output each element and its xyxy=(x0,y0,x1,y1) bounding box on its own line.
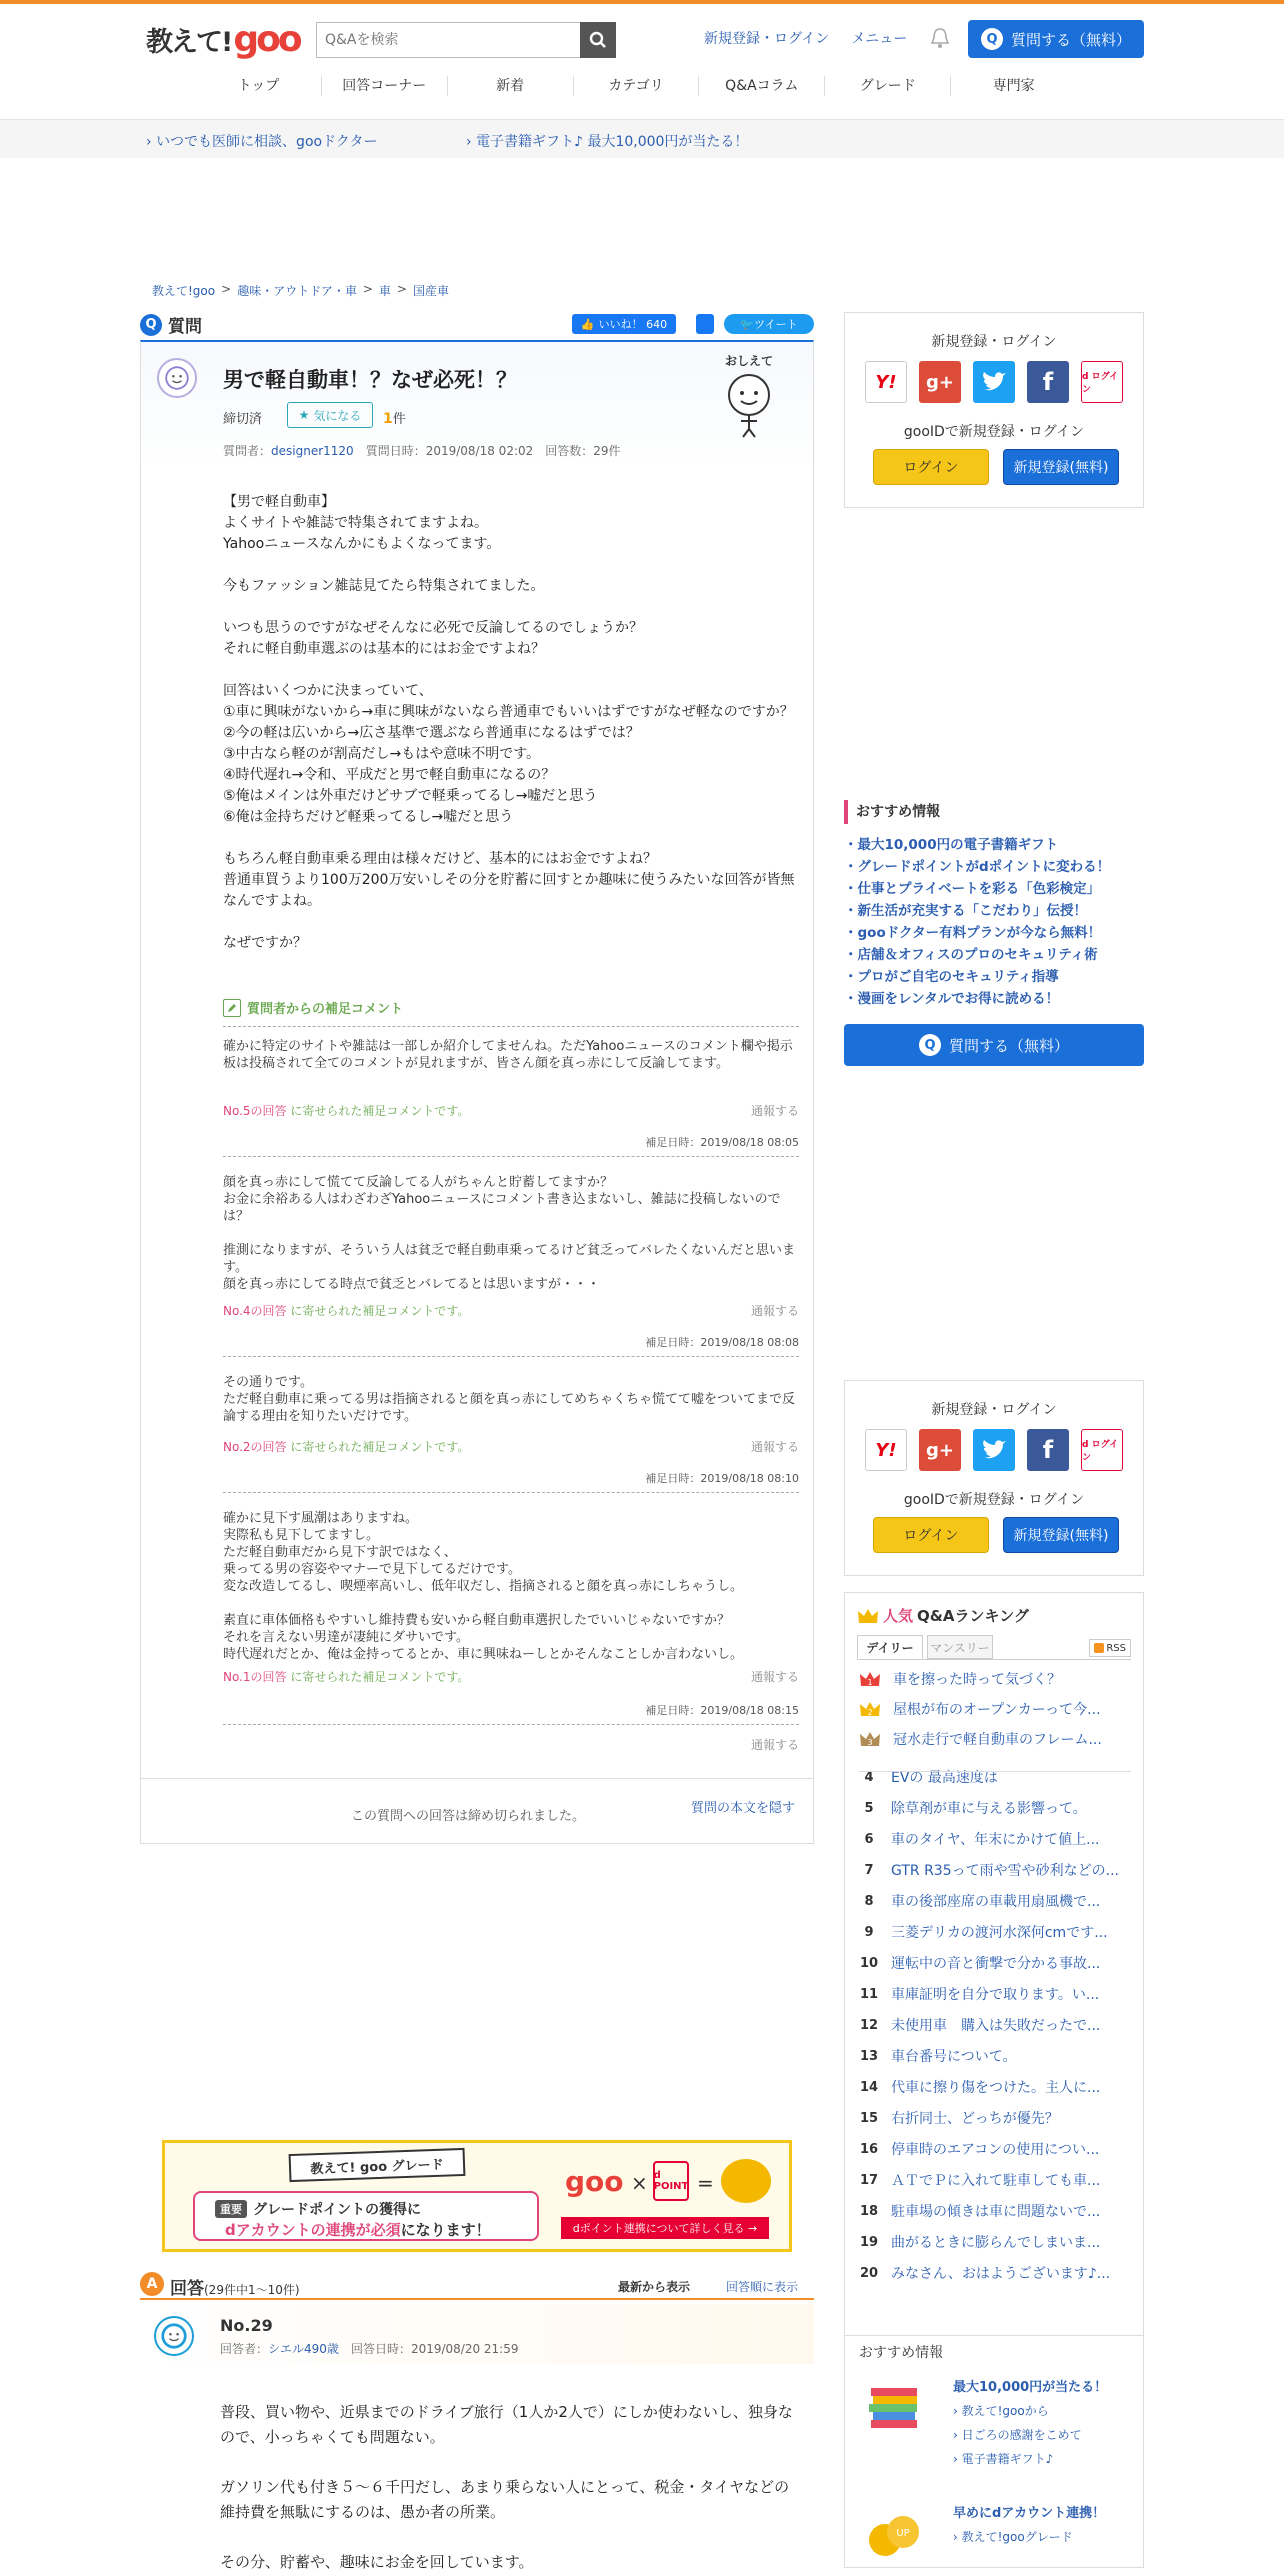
ask-question-button[interactable] xyxy=(968,20,1144,58)
goo-logo: goo xyxy=(565,2165,624,2198)
ranking-number: 4 xyxy=(864,1769,874,1785)
nav-item-qa-column[interactable]: Q&Aコラム xyxy=(698,76,824,96)
answer-meta: 回答者：シエル490歳 回答日時：2019/08/20 21:59 xyxy=(220,2342,519,2356)
ranking-item[interactable] xyxy=(859,2108,1059,2128)
ranking-item[interactable] xyxy=(859,1767,998,1787)
question-icon: Q xyxy=(981,28,1003,50)
supplement-date: 補足日時：2019/08/18 08:10 xyxy=(645,1472,799,1485)
answerer-avatar[interactable] xyxy=(154,2316,194,2356)
ranking-number: 3 xyxy=(867,1738,873,1747)
report-link[interactable]: 通報する xyxy=(750,1304,799,1318)
supplement-text: 確かに見下す風潮はありますね。 実際私も見下してますし。 ただ軽自動車だから見下す訳ではなく、 乗ってる男の容姿やマナーで見下してるだけです。 変な改造してるし、喫煙率高いし、低年収だし、指摘されると顔を真っ赤にしちゃうし。 素直に車体価格もやすいし維持費も安いから軽自動車選択したでいいじゃないですか？ それを言えない男達が凄純にダサいです。 時代遅れだとか、俺は金持ってるとか、車に興味ねーしとかそんなことしか言わないし。 xyxy=(223,1511,744,1662)
ranking-item[interactable] xyxy=(859,2201,1100,2221)
supplement-date: 補足日時：2019/08/18 08:15 xyxy=(645,1704,799,1717)
answer-ref-link[interactable]: No.5の回答 xyxy=(223,1104,287,1118)
ranking-number: 13 xyxy=(859,2048,879,2064)
ranking-number: 17 xyxy=(859,2172,879,2188)
divider xyxy=(223,1026,799,1027)
twitter-login-icon[interactable] xyxy=(973,1429,1015,1471)
login-link[interactable]: 新規登録・ログイン xyxy=(704,31,830,47)
divider xyxy=(857,1659,1131,1660)
ranking-item[interactable] xyxy=(859,1953,1100,1973)
report-link[interactable]: 通報する xyxy=(750,1104,799,1118)
divider xyxy=(223,1492,799,1493)
ranking-item[interactable] xyxy=(859,2046,1016,2066)
bell-icon[interactable] xyxy=(930,26,950,50)
nav-item-answer-corner[interactable]: 回答コーナー xyxy=(321,76,447,96)
recommend2-sub[interactable]: › 教えて!gooグレード xyxy=(953,2530,1073,2544)
yahoo-login-icon[interactable]: Y! xyxy=(865,361,907,403)
login-button[interactable]: ログイン xyxy=(873,1517,989,1553)
divider xyxy=(223,1724,799,1725)
recommend2-sub[interactable]: › 電子書籍ギフト♪ xyxy=(953,2452,1054,2466)
crown-icon xyxy=(857,1607,879,1625)
nav-item-new[interactable]: 新着 xyxy=(447,76,573,96)
login-box-title: 新規登録・ログイン xyxy=(931,1402,1057,1418)
register-button[interactable]: 新規登録(無料) xyxy=(1003,1517,1119,1553)
recommend-list xyxy=(844,800,1144,1010)
divider xyxy=(223,1156,799,1157)
recommend-item[interactable]: ・最大10,000円の電子書籍ギフト xyxy=(844,837,1059,853)
site-header xyxy=(0,4,1284,120)
svg-text:UP: UP xyxy=(896,2528,910,2539)
ranking-item-title[interactable]: ＡＴでＰに入れて駐車しても車... xyxy=(891,2173,1101,2189)
answer-number: No.29 xyxy=(220,2316,273,2335)
search-button[interactable] xyxy=(580,22,616,58)
search-input[interactable] xyxy=(317,23,579,57)
docomo-login-icon[interactable]: d ログイン xyxy=(1081,361,1123,403)
ranking-item-title[interactable]: 車の後部座席の車載用扇風機で... xyxy=(891,1894,1101,1910)
ranking-item[interactable] xyxy=(859,2170,1100,2190)
ranking-item[interactable] xyxy=(859,2232,1100,2252)
logo-text: 教えて! xyxy=(146,26,232,58)
questioner-avatar[interactable] xyxy=(157,358,197,398)
ranking-item[interactable] xyxy=(859,2263,1110,2283)
rss-link[interactable]: RSS xyxy=(1089,1639,1131,1657)
search-box xyxy=(316,22,616,58)
ranking-number: 19 xyxy=(859,2234,879,2250)
google-login-icon[interactable]: g+ xyxy=(919,361,961,403)
ranking-item-title[interactable]: 代車に擦り傷をつけた。主人に... xyxy=(891,2080,1101,2096)
yahoo-login-icon[interactable]: Y! xyxy=(865,1429,907,1471)
ranking-number: 15 xyxy=(859,2110,879,2126)
ranking-number: 5 xyxy=(864,1800,874,1816)
supplement-text: 顔を真っ赤にして慌てて反論してる人がちゃんと貯蓄してますか？ お金に余裕ある人はわざわざYahooニュースにコメント書き込まないし、雑誌に投稿しないのでは？ 推測になりますが、そういう人は貧乏で軽自動車乗ってるけど貧乏ってバレたくないんだと思います。 顔を真っ赤にしてる時点で貧乏とバレてるとは思いますが・・・ xyxy=(223,1175,796,1292)
recommend-item[interactable]: ・プロがご自宅のセキュリティ指導 xyxy=(844,969,1059,985)
banner-message: 重要 グレードポイントの獲得に dアカウントの連携が必須になります！ xyxy=(193,2191,539,2241)
ranking-number: 1 xyxy=(867,1678,873,1687)
books-thumbnail[interactable] xyxy=(859,2372,929,2442)
ranking-number: 9 xyxy=(864,1924,874,1940)
question-status: 締切済 xyxy=(223,412,263,427)
facebook-login-icon[interactable]: f xyxy=(1027,1429,1069,1471)
recommend2-sub[interactable]: › 教えて!gooから xyxy=(953,2404,1049,2418)
ranking-item-title[interactable]: 右折同士、どっちが優先？ xyxy=(891,2111,1059,2127)
tweet-button[interactable] xyxy=(724,314,814,334)
question-body: 【男で軽自動車】 よくサイトや雑誌で特集されてますよね。 Yahooニュースなんかにもよくなってます。 今もファッション雑誌見てたら特集されてました。 いつも思うのですがなぜそんなに必死で反論してるのでしょうか？ それに軽自動車選ぶのは基本的にはお金ですよね？ 回答はいくつかに決まっていて、 ①車に興味がないから→車に興味がないなら普通車でもいいはずですがなぜ軽なのですか？ ②今の軽は広いから→広さ基準で選ぶなら普通車になるはずでは？ ③中古なら軽のが割高だし→もはや意味不明です。 ④時代遅れ→令和、平成だと男で軽自動車になるの？ ⑤俺はメインは外車だけどサブで軽乗ってるし→嘘だと思う ⑥俺は金持ちだけど軽乗ってるし→嘘だと思う もちろん軽自動車乗る理由は様々だけど、基本的にはお金ですよね？ 普通車買うより100万200万安いしその分を貯蓄に回すとか趣味に使うみたいな回答が皆無なんですよね。 なぜですか？ xyxy=(223,494,795,951)
questioner-link[interactable]: designer1120 xyxy=(271,444,354,458)
answer-ref-link[interactable]: No.4の回答 xyxy=(223,1304,287,1318)
report-link[interactable]: 通報する xyxy=(750,1440,799,1454)
recommend-item[interactable]: ・漫画をレンタルでお得に読める！ xyxy=(844,991,1060,1007)
answer-body: 普段、買い物や、近県までのドライブ旅行（1人か2人で）にしか使わないし、独身なので、小っちゃくても問題ない。 ガソリン代も付き５～６千円だし、あまり乗らない人にとって、税金・タイヤなどの維持費を無駄にするのは、愚か者の所業。 その分、貯蓄や、趣味にお金を回しています。 xyxy=(220,2403,793,2571)
answer-card xyxy=(140,2304,814,2571)
question-section-header xyxy=(140,312,202,337)
closed-notice xyxy=(141,1778,813,1844)
ranking-number: 11 xyxy=(859,1986,879,2002)
crown-icon xyxy=(859,1730,881,1748)
report-link[interactable]: 通報する xyxy=(750,1738,799,1752)
nav-item-grade[interactable]: グレード xyxy=(824,76,950,96)
google-login-icon[interactable]: g+ xyxy=(919,1429,961,1471)
star-icon: ★ xyxy=(298,408,310,422)
divider xyxy=(223,1356,799,1357)
ranking-item-title[interactable]: 除草剤が車に与える影響って。 xyxy=(891,1801,1087,1817)
ranking-item-title[interactable]: 車台番号について。 xyxy=(891,2049,1017,2065)
sort-newest[interactable]: 最新から表示 xyxy=(618,2280,691,2294)
promo-bar xyxy=(0,120,1284,158)
ranking-item[interactable] xyxy=(859,2015,1100,2035)
ranking-item[interactable] xyxy=(859,1729,1102,1749)
breadcrumb-item[interactable]: 車 xyxy=(378,284,391,298)
twitter-icon: 🐦 xyxy=(740,317,755,331)
ranking-number: 6 xyxy=(864,1831,874,1847)
ranking-number: 10 xyxy=(859,1955,879,1971)
supplement-reference: No.4の回答 に寄せられた補足コメントです。 xyxy=(223,1304,470,1318)
times-sign: × xyxy=(631,2171,648,2195)
question-badge-icon: Q xyxy=(140,314,162,336)
sort-by-order[interactable]: 回答順に表示 xyxy=(726,2280,799,2294)
kininaru-label: 気になる xyxy=(313,408,362,423)
thumbs-up-icon: 👍 xyxy=(580,317,595,331)
closed-text: この質問への回答は締め切られました。 xyxy=(351,1809,586,1824)
facebook-share-icon[interactable] xyxy=(696,314,714,334)
ranking-item[interactable] xyxy=(859,1860,1119,1880)
ranking-item[interactable] xyxy=(859,2139,1099,2159)
question-meta: 質問者：designer1120 質問日時：2019/08/18 02:02 回答数：29件 xyxy=(223,444,621,458)
register-button[interactable]: 新規登録(無料) xyxy=(1003,449,1119,485)
answer-badge-icon: A xyxy=(140,2272,164,2296)
supplement-reference: No.2の回答 に寄せられた補足コメントです。 xyxy=(223,1440,470,1454)
login-box xyxy=(844,1380,1144,1576)
recommend-item[interactable]: ・gooドクター有料プランが今なら無料！ xyxy=(844,925,1102,941)
pencil-icon xyxy=(223,999,241,1017)
supplement-reference: No.1の回答 に寄せられた補足コメントです。 xyxy=(223,1670,470,1684)
kininaru-count: 1件 xyxy=(383,411,406,427)
supplement-date: 補足日時：2019/08/18 08:05 xyxy=(645,1136,799,1149)
ranking-number: 20 xyxy=(859,2265,879,2281)
ranking-number: 12 xyxy=(859,2017,879,2033)
ranking-item-title[interactable]: 車のタイヤ、年末にかけて値上... xyxy=(891,1832,1100,1848)
ranking-item-title[interactable]: 駐車場の傾きは車に問題ないで... xyxy=(891,2204,1101,2220)
supplement-text: 確かに特定のサイトや雑誌は一部しか紹介してませんね。ただYahooニュースのコメント欄や掲示板は投稿されて全てのコメントが見れますが、皆さん顔を真っ赤にして反論してます。 xyxy=(223,1039,793,1071)
recommend2-heading: おすすめ情報 xyxy=(859,2345,944,2361)
answer-ref-link[interactable]: No.1の回答 xyxy=(223,1670,287,1684)
coins-thumbnail[interactable] xyxy=(859,2496,929,2566)
question-icon: Q xyxy=(919,1034,941,1056)
ask-button-label: 質問する（無料） xyxy=(948,1036,1069,1055)
recommend-item[interactable]: ・店舗＆オフィスのプロのセキュリティ術 xyxy=(844,947,1098,963)
ranking-item-title[interactable]: GTR R35って雨や雪や砂利などの... xyxy=(891,1863,1119,1879)
ranking-item[interactable] xyxy=(859,1699,1101,1719)
login-box xyxy=(844,312,1144,508)
ranking-item[interactable] xyxy=(859,1829,1100,1849)
recommend-item[interactable]: ・新生活が充実する「こだわり」伝授！ xyxy=(844,903,1087,919)
ask-question-button-side[interactable] xyxy=(844,1024,1144,1066)
global-nav xyxy=(196,76,1076,96)
ranking-item-title[interactable]: 車庫証明を自分で取ります。い... xyxy=(891,1987,1100,2003)
ranking-title: 人気 Q&Aランキング xyxy=(857,1605,1029,1626)
ranking-item[interactable] xyxy=(859,2077,1100,2097)
answers-header xyxy=(140,2272,814,2300)
ranking-item-title[interactable]: 曲がるときに膨らんでしまいま... xyxy=(891,2235,1101,2251)
ranking-item-title[interactable]: 車を擦った時って気づく？ xyxy=(893,1672,1061,1688)
twitter-login-icon[interactable] xyxy=(973,361,1015,403)
recommend-item[interactable]: ・仕事とプライベートを彩る「色彩検定」 xyxy=(844,881,1101,897)
like-count: いいね！ 640 xyxy=(598,318,668,331)
recommend2-title[interactable]: 最大10,000円が当たる！ xyxy=(953,2380,1108,2395)
ranking-number: 8 xyxy=(864,1893,874,1909)
supplement-text: その通りです。 ただ軽自動車に乗ってる男は指摘されると顔を真っ赤にしてめちゃくちゃ慌てて嘘をついてまで反論する理由を知りたいだけです。 xyxy=(223,1375,796,1424)
recommend-info-box xyxy=(844,2336,1144,2568)
ask-button-label: 質問する（無料） xyxy=(1010,30,1131,49)
answers-label: 回答 xyxy=(170,2279,204,2299)
ranking-number: 14 xyxy=(859,2079,879,2095)
promo-link-doctor[interactable]: › いつでも医師に相談、gooドクター xyxy=(146,134,378,150)
dpoint-logo: d POINT xyxy=(653,2161,689,2201)
supplement-reference: No.5の回答 に寄せられた補足コメントです。 xyxy=(223,1104,470,1118)
ranking-number: 16 xyxy=(859,2141,879,2157)
hide-question-link[interactable]: 質問の本文を隠す xyxy=(690,1801,795,1816)
rss-icon xyxy=(1094,1643,1104,1653)
supplement-heading: 質問者からの補足コメント xyxy=(223,998,403,1017)
dpoint-detail-button[interactable]: dポイント連携について詳しく見る → xyxy=(561,2217,769,2239)
ranking-item[interactable] xyxy=(859,1798,1087,1818)
promo-link-ebook[interactable]: › 電子書籍ギフト♪ 最大10,000円が当たる！ xyxy=(466,134,749,150)
site-logo[interactable] xyxy=(146,16,300,62)
recommend-heading: おすすめ情報 xyxy=(844,800,1144,824)
ranking-item-title[interactable]: 未使用車 購入は失敗だったで... xyxy=(891,2018,1101,2034)
menu-link[interactable]: メニュー xyxy=(851,31,908,47)
breadcrumb-item[interactable]: 国産車 xyxy=(412,284,449,298)
nav-item-experts[interactable]: 専門家 xyxy=(950,76,1076,96)
crown-icon xyxy=(859,1700,881,1718)
ranking-item-title[interactable]: 運転中の音と衝撃で分かる事故... xyxy=(891,1956,1101,1972)
ranking-number: 2 xyxy=(867,1708,873,1717)
divider xyxy=(859,1771,1131,1772)
ranking-number: 7 xyxy=(864,1862,874,1878)
answerer-link[interactable]: シエル490歳 xyxy=(268,2342,339,2356)
ranking-item[interactable] xyxy=(859,1891,1100,1911)
ranking-item-title[interactable]: 屋根が布のオープンカーって今... xyxy=(893,1702,1101,1718)
ranking-item[interactable] xyxy=(859,1669,1061,1689)
login-box-title: 新規登録・ログイン xyxy=(931,334,1057,350)
banner-tag: 教えて! goo グレード xyxy=(289,2148,466,2182)
gooid-caption: gooIDで新規登録・ログイン xyxy=(903,1492,1085,1508)
tab-daily[interactable]: デイリー xyxy=(857,1635,923,1659)
answers-count: (29件中1～10件) xyxy=(204,2283,300,2297)
ranking-item[interactable] xyxy=(859,1984,1099,2004)
recommend-item[interactable]: ・グレードポイントがdポイントに変わる！ xyxy=(844,859,1111,875)
recommend2-sub[interactable]: › 日ごろの感謝をこめて xyxy=(953,2428,1082,2442)
breadcrumb-item[interactable]: 趣味・アウトドア・車 xyxy=(237,284,357,298)
docomo-login-icon[interactable]: d ログイン xyxy=(1081,1429,1123,1471)
supplement-date: 補足日時：2019/08/18 08:08 xyxy=(645,1336,799,1349)
ranking-number: 18 xyxy=(859,2203,879,2219)
report-link[interactable]: 通報する xyxy=(750,1670,799,1684)
breadcrumb-item[interactable]: 教えて!goo xyxy=(152,284,216,298)
ranking-item-title[interactable]: EVの 最高速度は xyxy=(891,1770,998,1786)
question-section-label: 質問 xyxy=(168,317,202,337)
breadcrumb: 教えて!goo > 趣味・アウトドア・車 > 車 > 国産車 xyxy=(152,282,449,298)
tweet-label: ツイート xyxy=(754,318,798,331)
important-badge: 重要 xyxy=(215,2200,247,2218)
coins-icon xyxy=(721,2159,771,2203)
ranking-box xyxy=(844,1592,1144,2336)
answer-ref-link[interactable]: No.2の回答 xyxy=(223,1440,287,1454)
recommend2-title[interactable]: 早めにdアカウント連携！ xyxy=(953,2506,1106,2521)
question-title: 男で軽自動車！？なぜ必死！？ xyxy=(223,368,517,392)
equals-sign: = xyxy=(697,2171,714,2195)
crown-icon xyxy=(859,1670,881,1688)
like-button[interactable] xyxy=(572,314,676,334)
ranking-item-title[interactable]: みなさん、おはようございます♪... xyxy=(891,2266,1111,2282)
nav-item-top[interactable]: トップ xyxy=(237,78,280,94)
grade-dpoint-banner[interactable] xyxy=(162,2140,792,2252)
ranking-item-title[interactable]: 三菱デリカの渡河水深何cmです... xyxy=(891,1925,1108,1941)
nav-item-category[interactable]: カテゴリ xyxy=(573,76,699,96)
gooid-caption: gooIDで新規登録・ログイン xyxy=(903,424,1085,440)
facebook-login-icon[interactable]: f xyxy=(1027,361,1069,403)
question-card xyxy=(140,340,814,1844)
search-icon xyxy=(589,31,607,49)
ranking-item-title[interactable]: 冠水走行で軽自動車のフレーム... xyxy=(893,1732,1102,1748)
ranking-item-title[interactable]: 停車時のエアコンの使用につい... xyxy=(891,2142,1100,2158)
oshiete-mascot: おしえて xyxy=(713,352,785,438)
kininaru-button[interactable] xyxy=(287,402,373,428)
ranking-item[interactable] xyxy=(859,1922,1108,1942)
tab-monthly[interactable]: マンスリー xyxy=(927,1635,993,1659)
logo-goo: goo xyxy=(233,18,300,60)
login-button[interactable]: ログイン xyxy=(873,449,989,485)
